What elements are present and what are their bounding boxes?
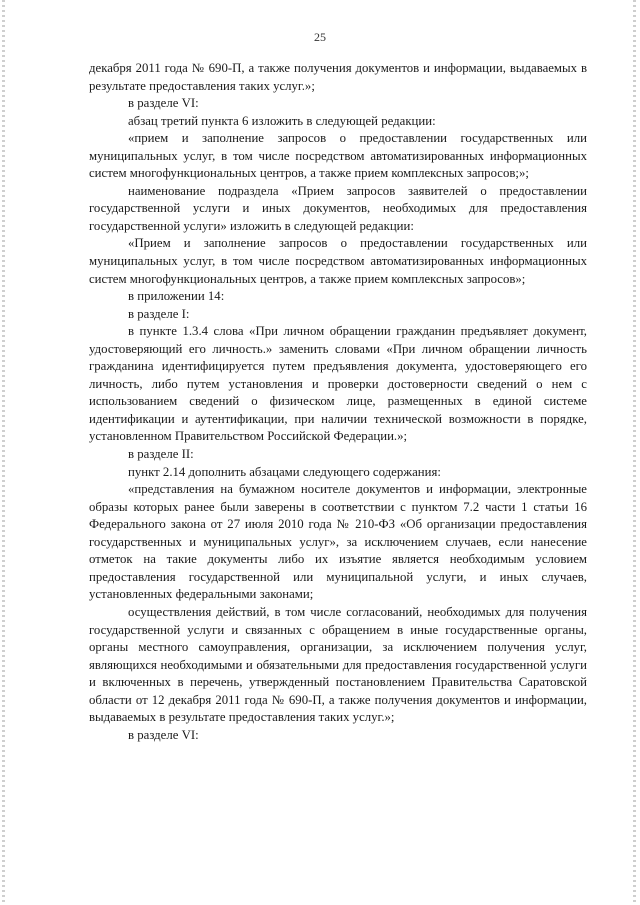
paragraph: «прием и заполнение запросов о предоставлении государственных или муниципальных услуг, в том числе посредством автоматизированных информационных систем многофункциональных центров, а также прием комплексных запросов;»; [89, 131, 587, 181]
paragraph: «представления на бумажном носителе документов и информации, электронные образы которых ранее были заверены в соответствии с пунктом 7.2 части 1 статьи 16 Федерального закона от 27 июля 2010 года № 210-ФЗ «Об организации предоставления государственных и муниципальных услуг», за исключением случаев, если нанесение отметок на такие документы либо их изъятие является необходимым условием предоставления государственной или муниципальной услуги, и иных случаев, установленных федеральными законами; [89, 482, 587, 602]
paragraph: наименование подраздела «Прием запросов заявителей о предоставлении государственной услуги и иных документов, необходимых для предоставления государственной услуги» изложить в следующей редакции: [89, 183, 587, 233]
paragraph: осуществления действий, в том числе согласований, необходимых для получения государственной услуги и связанных с обращением в иные государственные органы, органы местного самоуправления, организации, за исключением получения услуг, являющихся необходимыми и обязательными для предоставления государственной услуги и включенных в перечень, утвержденный постановлением Правительства Саратовской области от 12 декабря 2011 года № 690-П, а также получения документов и информации, выдаваемых в результате предоставления таких услуг.»; [89, 604, 587, 725]
document-body [89, 60, 587, 744]
scan-edge-right [633, 0, 636, 905]
paragraph: «Прием и заполнение запросов о предоставлении государственных или муниципальных услуг, в том числе посредством автоматизированных информационных систем многофункциональных центров, а также прием комплексных запросов»; [89, 236, 587, 286]
paragraph: в разделе VI: [128, 96, 199, 111]
paragraph: в пункте 1.3.4 слова «При личном обращении гражданин предъявляет документ, удостоверяющий его личность.» заменить словами «При личном обращении личность гражданина идентифицируется путем предъявления документа, удостоверяющего его личность, либо путем установления и проверки достоверности сведений о нем с использованием сведений о физическом лице, размещенных в единой системе идентификации и аутентификации, при наличии технической возможности в порядке, установленном Правительством Российской Федерации.»; [89, 324, 587, 444]
scan-edge-left [2, 0, 5, 905]
paragraph: декабря 2011 года № 690-П, а также получения документов и информации, выдаваемых в результате предоставления таких услуг.»; [89, 61, 587, 93]
page-number: 25 [314, 30, 326, 44]
paragraph: в разделе I: [128, 306, 190, 321]
paragraph: пункт 2.14 дополнить абзацами следующего содержания: [128, 464, 441, 479]
paragraph: абзац третий пункта 6 изложить в следующей редакции: [128, 113, 436, 128]
paragraph: в приложении 14: [128, 289, 225, 304]
paragraph: в разделе II: [128, 447, 194, 462]
paragraph: в разделе VI: [128, 727, 199, 742]
